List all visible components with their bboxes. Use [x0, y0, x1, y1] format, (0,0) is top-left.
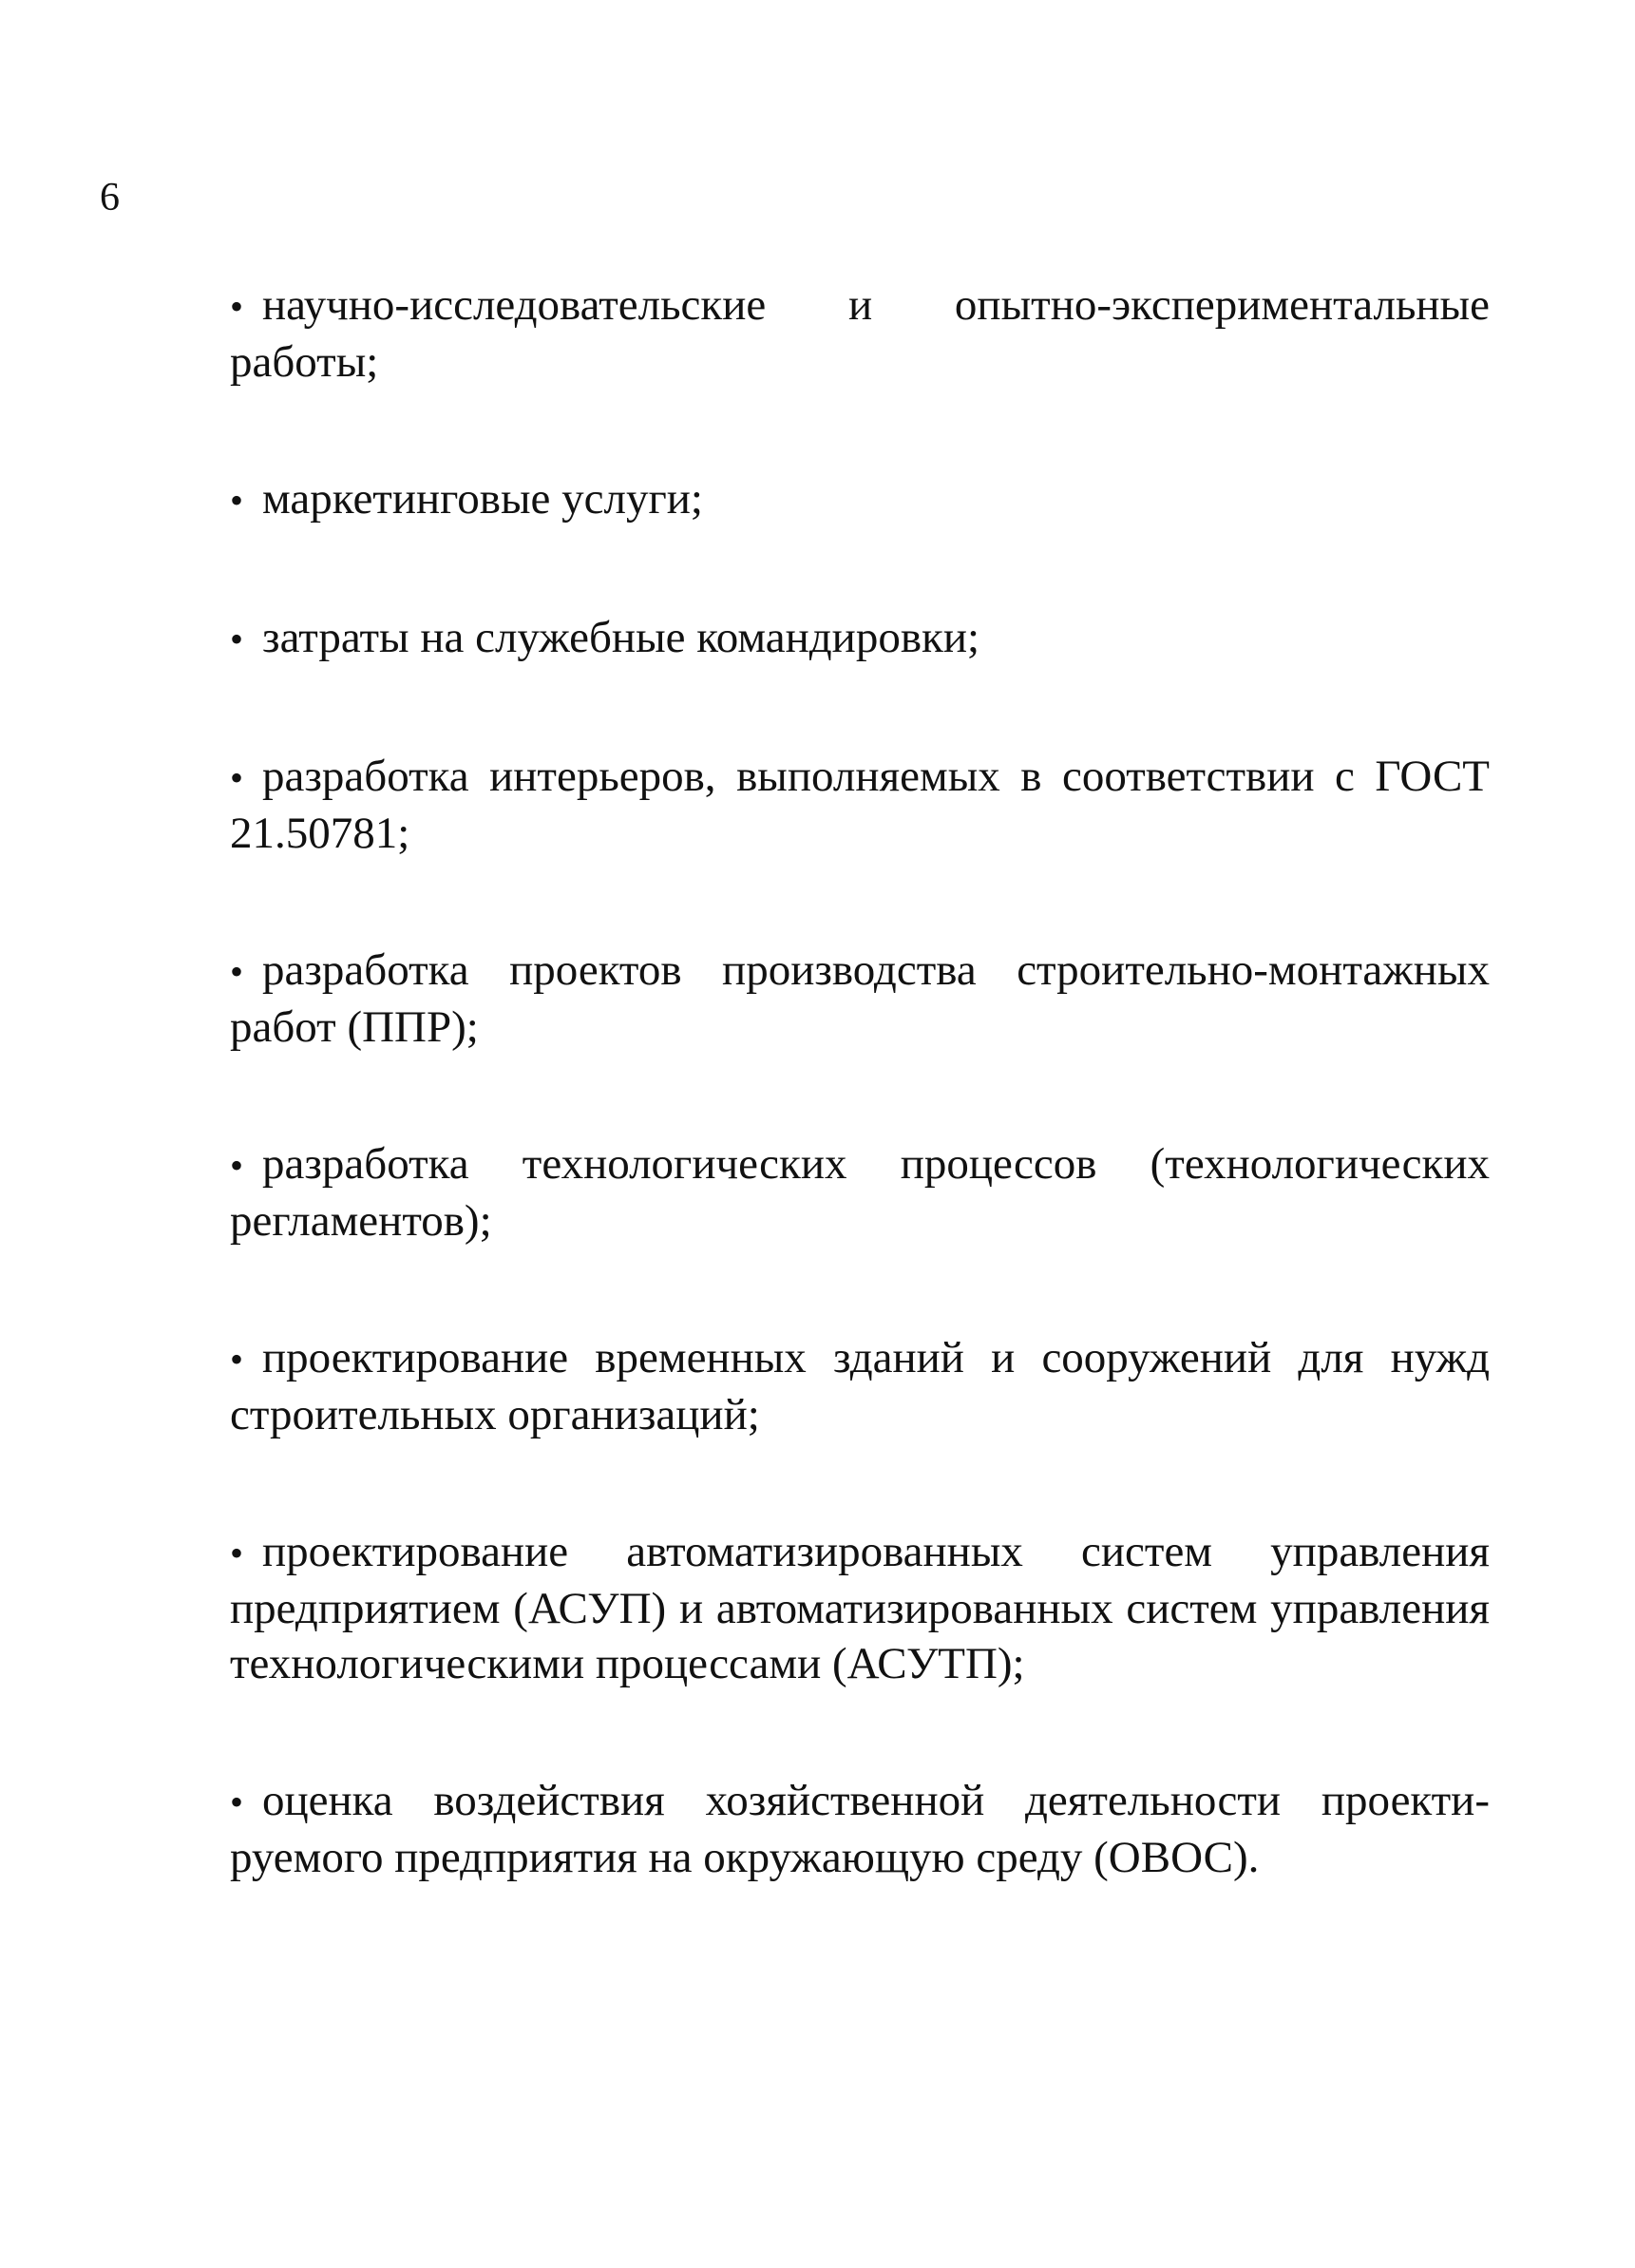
list-item: [230, 610, 1490, 667]
bullet-icon: •: [230, 950, 244, 993]
list-item: [230, 1136, 1490, 1248]
page-number: 6: [100, 176, 120, 219]
list-item: [230, 943, 1490, 1055]
list-item-text: проектирование временных зданий и сооружений для нужд строительных организаций;: [230, 1333, 1490, 1439]
bullet-icon: •: [230, 1338, 244, 1381]
list-item-text: разработка интерьеров, выполняемых в соответствии с ГОСТ 21.50781;: [230, 752, 1490, 858]
bullet-icon: •: [230, 618, 244, 660]
list-item: [230, 1524, 1490, 1691]
list-item-text: разработка технологических процессов (технологических регламентов);: [230, 1139, 1490, 1246]
list-item-text: маркетинговые услуги;: [262, 474, 703, 524]
list-item-text: разработка проектов производства строительно-монтажных работ (ППР);: [230, 945, 1490, 1052]
bullet-icon: •: [230, 1781, 244, 1823]
list-item-text: научно-исследовательские и опытно-экспериментальные работы;: [230, 280, 1490, 387]
bullet-icon: •: [230, 479, 244, 522]
list-item: [230, 1773, 1490, 1885]
list-item-text: затраты на служебные командировки;: [262, 613, 980, 662]
list-item: [230, 1330, 1490, 1442]
list-item: [230, 277, 1490, 390]
list-item-text: проектирование автоматизированных систем управления предприятием (АСУП) и автоматизированных систем управления технологическими процессами (АСУТП);: [230, 1527, 1490, 1688]
list-item: [230, 471, 1490, 528]
bullet-icon: •: [230, 1532, 244, 1574]
list-item: [230, 749, 1490, 861]
bullet-icon: •: [230, 756, 244, 799]
bullet-list: [230, 277, 1490, 1885]
bullet-icon: •: [230, 285, 244, 328]
list-item-text: оценка воздействия хозяйственной деятельности проектируемого предприятия на окружающую среду (ОВОС).: [230, 1776, 1490, 1882]
bullet-icon: •: [230, 1144, 244, 1187]
